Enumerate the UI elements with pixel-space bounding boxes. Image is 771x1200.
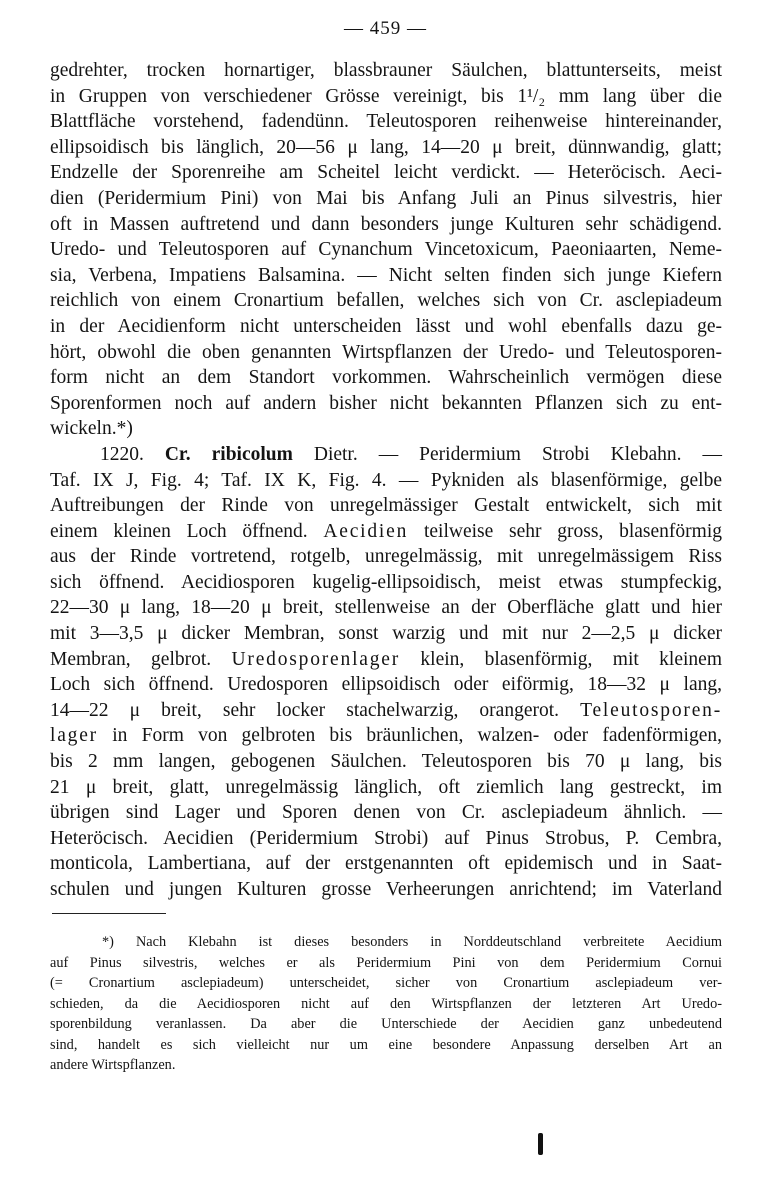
- text-line: Loch sich öffnend. Uredosporen ellipsoidisch oder eiförmig, 18—32 μ lang,: [50, 674, 722, 696]
- text-line: gedrehter, trocken hornartiger, blassbrauner Säulchen, blattunterseits, meist: [50, 60, 722, 81]
- text-fragment: klein, blasenförmig, mit kleinem: [420, 648, 722, 670]
- text-line: bis 2 mm langen, gebogenen Säulchen. Teleutosporen bis 70 μ lang, bis: [50, 751, 722, 773]
- text-line: [50, 698, 722, 724]
- text-line: 22—30 μ lang, 18—20 μ breit, stellenweise an der Oberfläche glatt und hier: [50, 597, 722, 619]
- footnote-line: (= Cronartium asclepiadeum) unterscheidet, sicher von Cronartium asclepiadeum ver-: [50, 975, 722, 991]
- spaced-term-teleutosporen: Teleutosporen-: [580, 699, 723, 721]
- text-line: Auftreibungen der Rinde von unregelmässiger Gestalt entwickelt, sich mit: [50, 495, 722, 517]
- text-line: sia, Verbena, Impatiens Balsamina. — Nicht selten finden sich junge Kiefern: [50, 264, 722, 286]
- spaced-term-lager: lager: [50, 725, 98, 747]
- footnote-line: schieden, da die Aecidiosporen nicht auf den Wirtspflanzen der letzteren Art Uredo-: [50, 995, 722, 1012]
- spaced-term-uredosporenlager: Uredosporenlager: [231, 648, 401, 670]
- footnote-divider: [52, 913, 166, 914]
- text-line: Taf. IX J, Fig. 4; Taf. IX K, Fig. 4. — Pykniden als blasenförmige, gelbe: [50, 469, 722, 491]
- text-line: wickeln.*): [50, 418, 133, 440]
- text-fragment: 14—22 μ breit, sehr locker stachelwarzig, orangerot.: [50, 699, 560, 721]
- main-text: [50, 58, 722, 903]
- page-number: — 459 —: [344, 18, 427, 39]
- text-line: [50, 723, 722, 749]
- text-line: [50, 519, 722, 545]
- text-line: Blattfläche vorstehend, fadendünn. Teleutosporen reihenweise hintereinander,: [50, 111, 722, 133]
- spaced-term-aecidien: Aecidien: [323, 520, 409, 542]
- text-line: dien (Peridermium Pini) von Mai bis Anfang Juli an Pinus silvestris, hier: [50, 187, 722, 209]
- text-fragment: einem kleinen Loch öffnend.: [50, 520, 308, 542]
- text-line: schulen und jungen Kulturen grosse Verheerungen anrichtend; im Vaterland: [50, 879, 722, 900]
- text-line: 21 μ breit, glatt, unregelmässig länglich, oft ziemlich lang gestreckt, im: [50, 776, 722, 798]
- footnote: [50, 932, 722, 1076]
- text-fragment: Membran, gelbrot.: [50, 648, 212, 670]
- entry-heading: [50, 442, 722, 468]
- footnote-line: sporenbildung veranlassen. Da aber die Unterschiede der Aecidien ganz unbedeutend: [50, 1016, 722, 1032]
- ink-speck: [538, 1133, 543, 1155]
- footnote-line: andere Wirtspflanzen.: [50, 1057, 176, 1073]
- text-line: in der Aecidienform nicht unterscheiden lässt und wohl ebenfalls dazu ge-: [50, 315, 722, 337]
- text-line: reichlich von einem Cronartium befallen, welches sich von Cr. asclepiadeum: [50, 290, 722, 312]
- text-line: oft in Massen auftretend und dann besonders junge Kulturen sehr schädigend.: [50, 213, 722, 235]
- text-line: hört, obwohl die oben genannten Wirtspflanzen der Uredo- und Teleutosporen-: [50, 341, 722, 363]
- text-line: aus der Rinde vortretend, rotgelb, unregelmässig, mit unregelmässigem Riss: [50, 546, 722, 568]
- text-line: sich öffnend. Aecidiosporen kugelig-ellipsoidisch, meist etwas stumpfeckig,: [50, 571, 722, 593]
- species-name: Cr. ribicolum: [164, 443, 293, 465]
- text-line: ellipsoidisch bis länglich, 20—56 μ lang, 14—20 μ breit, dünnwandig, glatt;: [50, 136, 722, 158]
- text-line: form nicht an dem Standort vorkommen. Wahrscheinlich vermögen diese: [50, 367, 722, 389]
- text-line: mit 3—3,5 μ dicker Membran, sonst warzig und mit nur 2—2,5 μ dicker: [50, 623, 722, 645]
- text-line: Heteröcisch. Aecidien (Peridermium Strobi) auf Pinus Strobus, P. Cembra,: [50, 827, 722, 849]
- footnote-line: sind, handelt es sich vielleicht nur um eine besondere Anpassung derselben Art an: [50, 1036, 722, 1053]
- footnote-line: auf Pinus silvestris, welches er als Peridermium Pini von dem Peridermium Cornui: [50, 954, 722, 971]
- entry-number: 1220.: [100, 443, 144, 465]
- text-fragment: in Form von gelbroten bis bräunlichen, walzen- oder fadenförmigen,: [112, 725, 722, 747]
- text-line: monticola, Lambertiana, auf der erstgenannten oft epidemisch und in Saat-: [50, 853, 722, 875]
- text-line: [50, 647, 722, 673]
- footnote-line: *) Nach Klebahn ist dieses besonders in Norddeutschland verbreitete Aecidium: [102, 934, 722, 950]
- text-line: Uredo- und Teleutosporen auf Cynanchum Vincetoxicum, Paeoniaarten, Neme-: [50, 239, 722, 261]
- text-line: übrigen sind Lager und Sporen denen von Cr. asclepiadeum ähnlich. —: [50, 802, 722, 824]
- text-line: in Gruppen von verschiedener Grösse vereinigt, bis 1¹/₂ mm lang über die: [50, 85, 722, 107]
- text-line: Sporenformen noch auf andern bisher nicht bekannten Pflanzen sich zu ent-: [50, 392, 722, 414]
- text-fragment: teilweise sehr gross, blasenförmig: [423, 520, 723, 542]
- entry-heading-rest: Dietr. — Peridermium Strobi Klebahn. —: [313, 443, 722, 465]
- text-line: Endzelle der Sporenreihe am Scheitel leicht verdickt. — Heteröcisch. Aeci-: [50, 162, 722, 184]
